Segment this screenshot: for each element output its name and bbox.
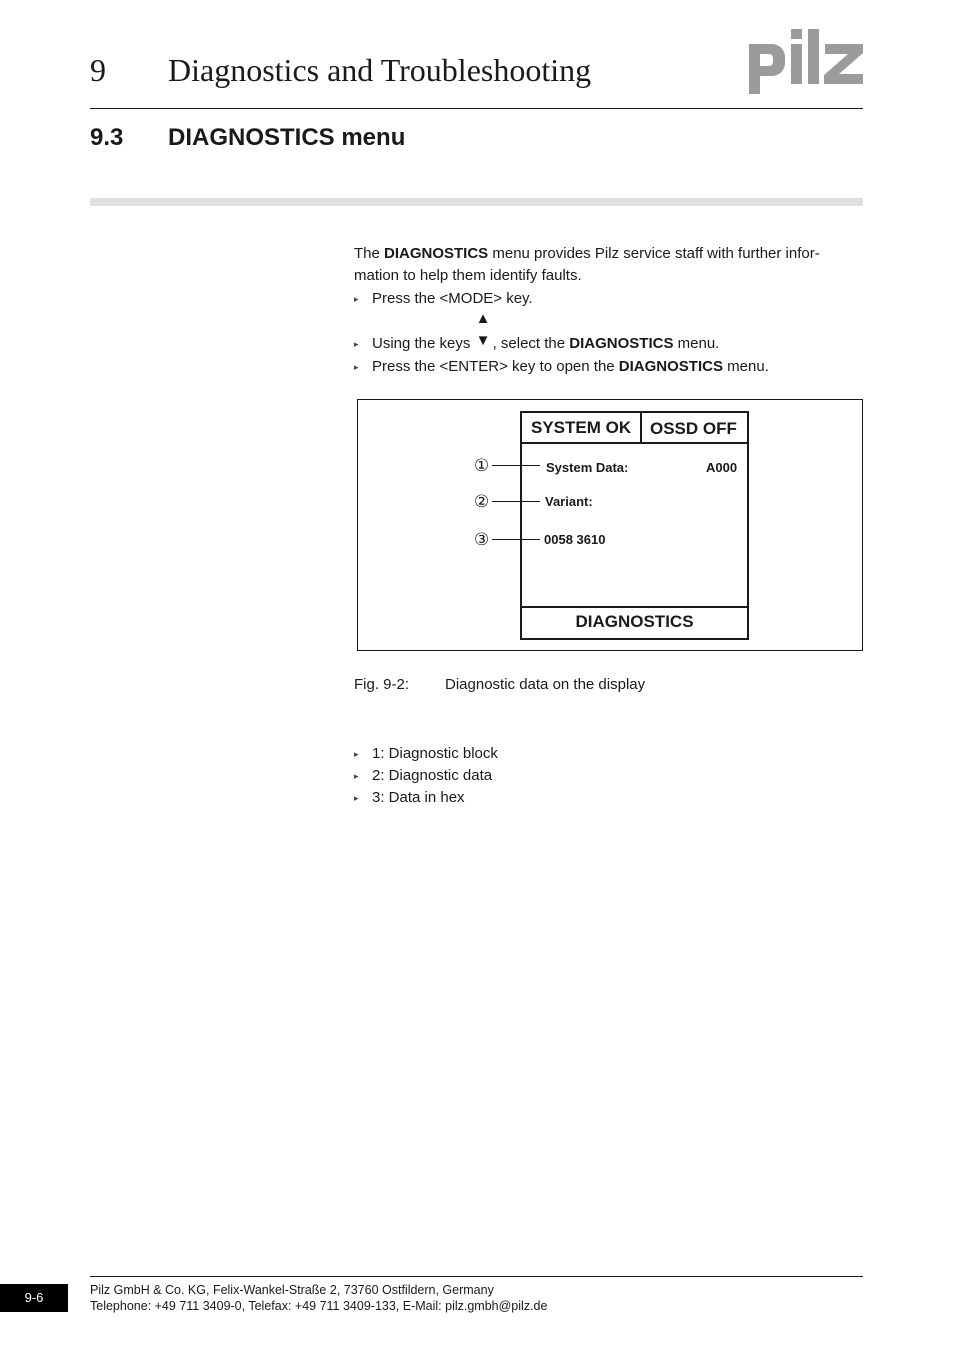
pilz-logo (746, 26, 866, 96)
header-rule (90, 108, 863, 109)
step-select-mid: , select the (492, 335, 570, 352)
display-menu-name: DIAGNOSTICS (575, 612, 694, 631)
system-data-value: A000 (706, 460, 738, 475)
page-number: 9-6 (0, 1284, 68, 1312)
figure-number: Fig. 9-2: (354, 676, 410, 693)
bullet-icon: ▸ (354, 362, 359, 372)
system-data-label: System Data: (546, 460, 629, 475)
step-select (354, 310, 720, 355)
step-select-pre: Using the keys (372, 335, 471, 352)
lcd-display (520, 411, 749, 640)
step-enter-bold: DIAGNOSTICS (618, 358, 723, 375)
display-status-bar (522, 413, 747, 444)
step-enter (354, 356, 769, 378)
arrow-keys (475, 310, 493, 349)
display-menu-bar (522, 606, 747, 638)
legend-text: 3: Data in hex (372, 789, 465, 806)
section-number: 9.3 (90, 124, 124, 151)
intro-line1: menu provides Pilz service staff with further infor- (488, 245, 820, 262)
intro-bold: DIAGNOSTICS (384, 245, 489, 262)
status-divider (640, 413, 642, 444)
status-ossd: OSSD OFF (650, 419, 737, 438)
bullet-icon: ▸ (354, 294, 359, 304)
step-select-bold: DIAGNOSTICS (569, 335, 674, 352)
footer-contact: Telephone: +49 711 3409-0, Telefax: +49 711 3409-133, E-Mail: pilz.gmbh@pilz.de (90, 1299, 548, 1313)
step-mode (354, 288, 533, 310)
arrow-down-icon: ▼ (475, 332, 491, 349)
hex-value: 0058 3610 (544, 532, 606, 547)
legend-item (354, 787, 465, 809)
bullet-icon: ▸ (354, 749, 359, 759)
legend-item (354, 765, 492, 787)
step-select-post: menu. (673, 335, 720, 352)
bullet-icon: ▸ (354, 339, 359, 349)
intro-line2: mation to help them identify faults. (354, 267, 582, 284)
legend-item (354, 743, 498, 765)
section-band (90, 198, 863, 206)
bullet-icon: ▸ (354, 793, 359, 803)
step-enter-post: menu. (722, 358, 769, 375)
chapter-number: 9 (90, 52, 106, 88)
status-system: SYSTEM OK (531, 418, 632, 437)
callout-1: ① (474, 456, 490, 475)
figure-caption: Diagnostic data on the display (445, 676, 646, 693)
legend-text: 2: Diagnostic data (372, 767, 493, 784)
footer-rule (90, 1276, 863, 1277)
footer-address: Pilz GmbH & Co. KG, Felix-Wankel-Straße 2, 73760 Ostfildern, Germany (90, 1283, 494, 1297)
leader-line-3 (492, 539, 540, 540)
legend-text: 1: Diagnostic block (372, 745, 498, 762)
intro-pre: The (354, 245, 385, 262)
variant-label: Variant: (545, 494, 593, 509)
section-title: DIAGNOSTICS menu (168, 124, 406, 151)
step-mode-text: Press the <MODE> key. (372, 290, 533, 307)
intro-paragraph (354, 243, 864, 287)
chapter-title: Diagnostics and Troubleshooting (168, 52, 592, 88)
bullet-icon: ▸ (354, 771, 359, 781)
leader-line-1 (492, 465, 540, 466)
callout-2: ② (474, 492, 490, 511)
leader-line-2 (492, 501, 540, 502)
step-enter-pre: Press the <ENTER> key to open the (372, 358, 619, 375)
callout-3: ③ (474, 530, 490, 549)
arrow-up-icon: ▲ (475, 310, 491, 327)
